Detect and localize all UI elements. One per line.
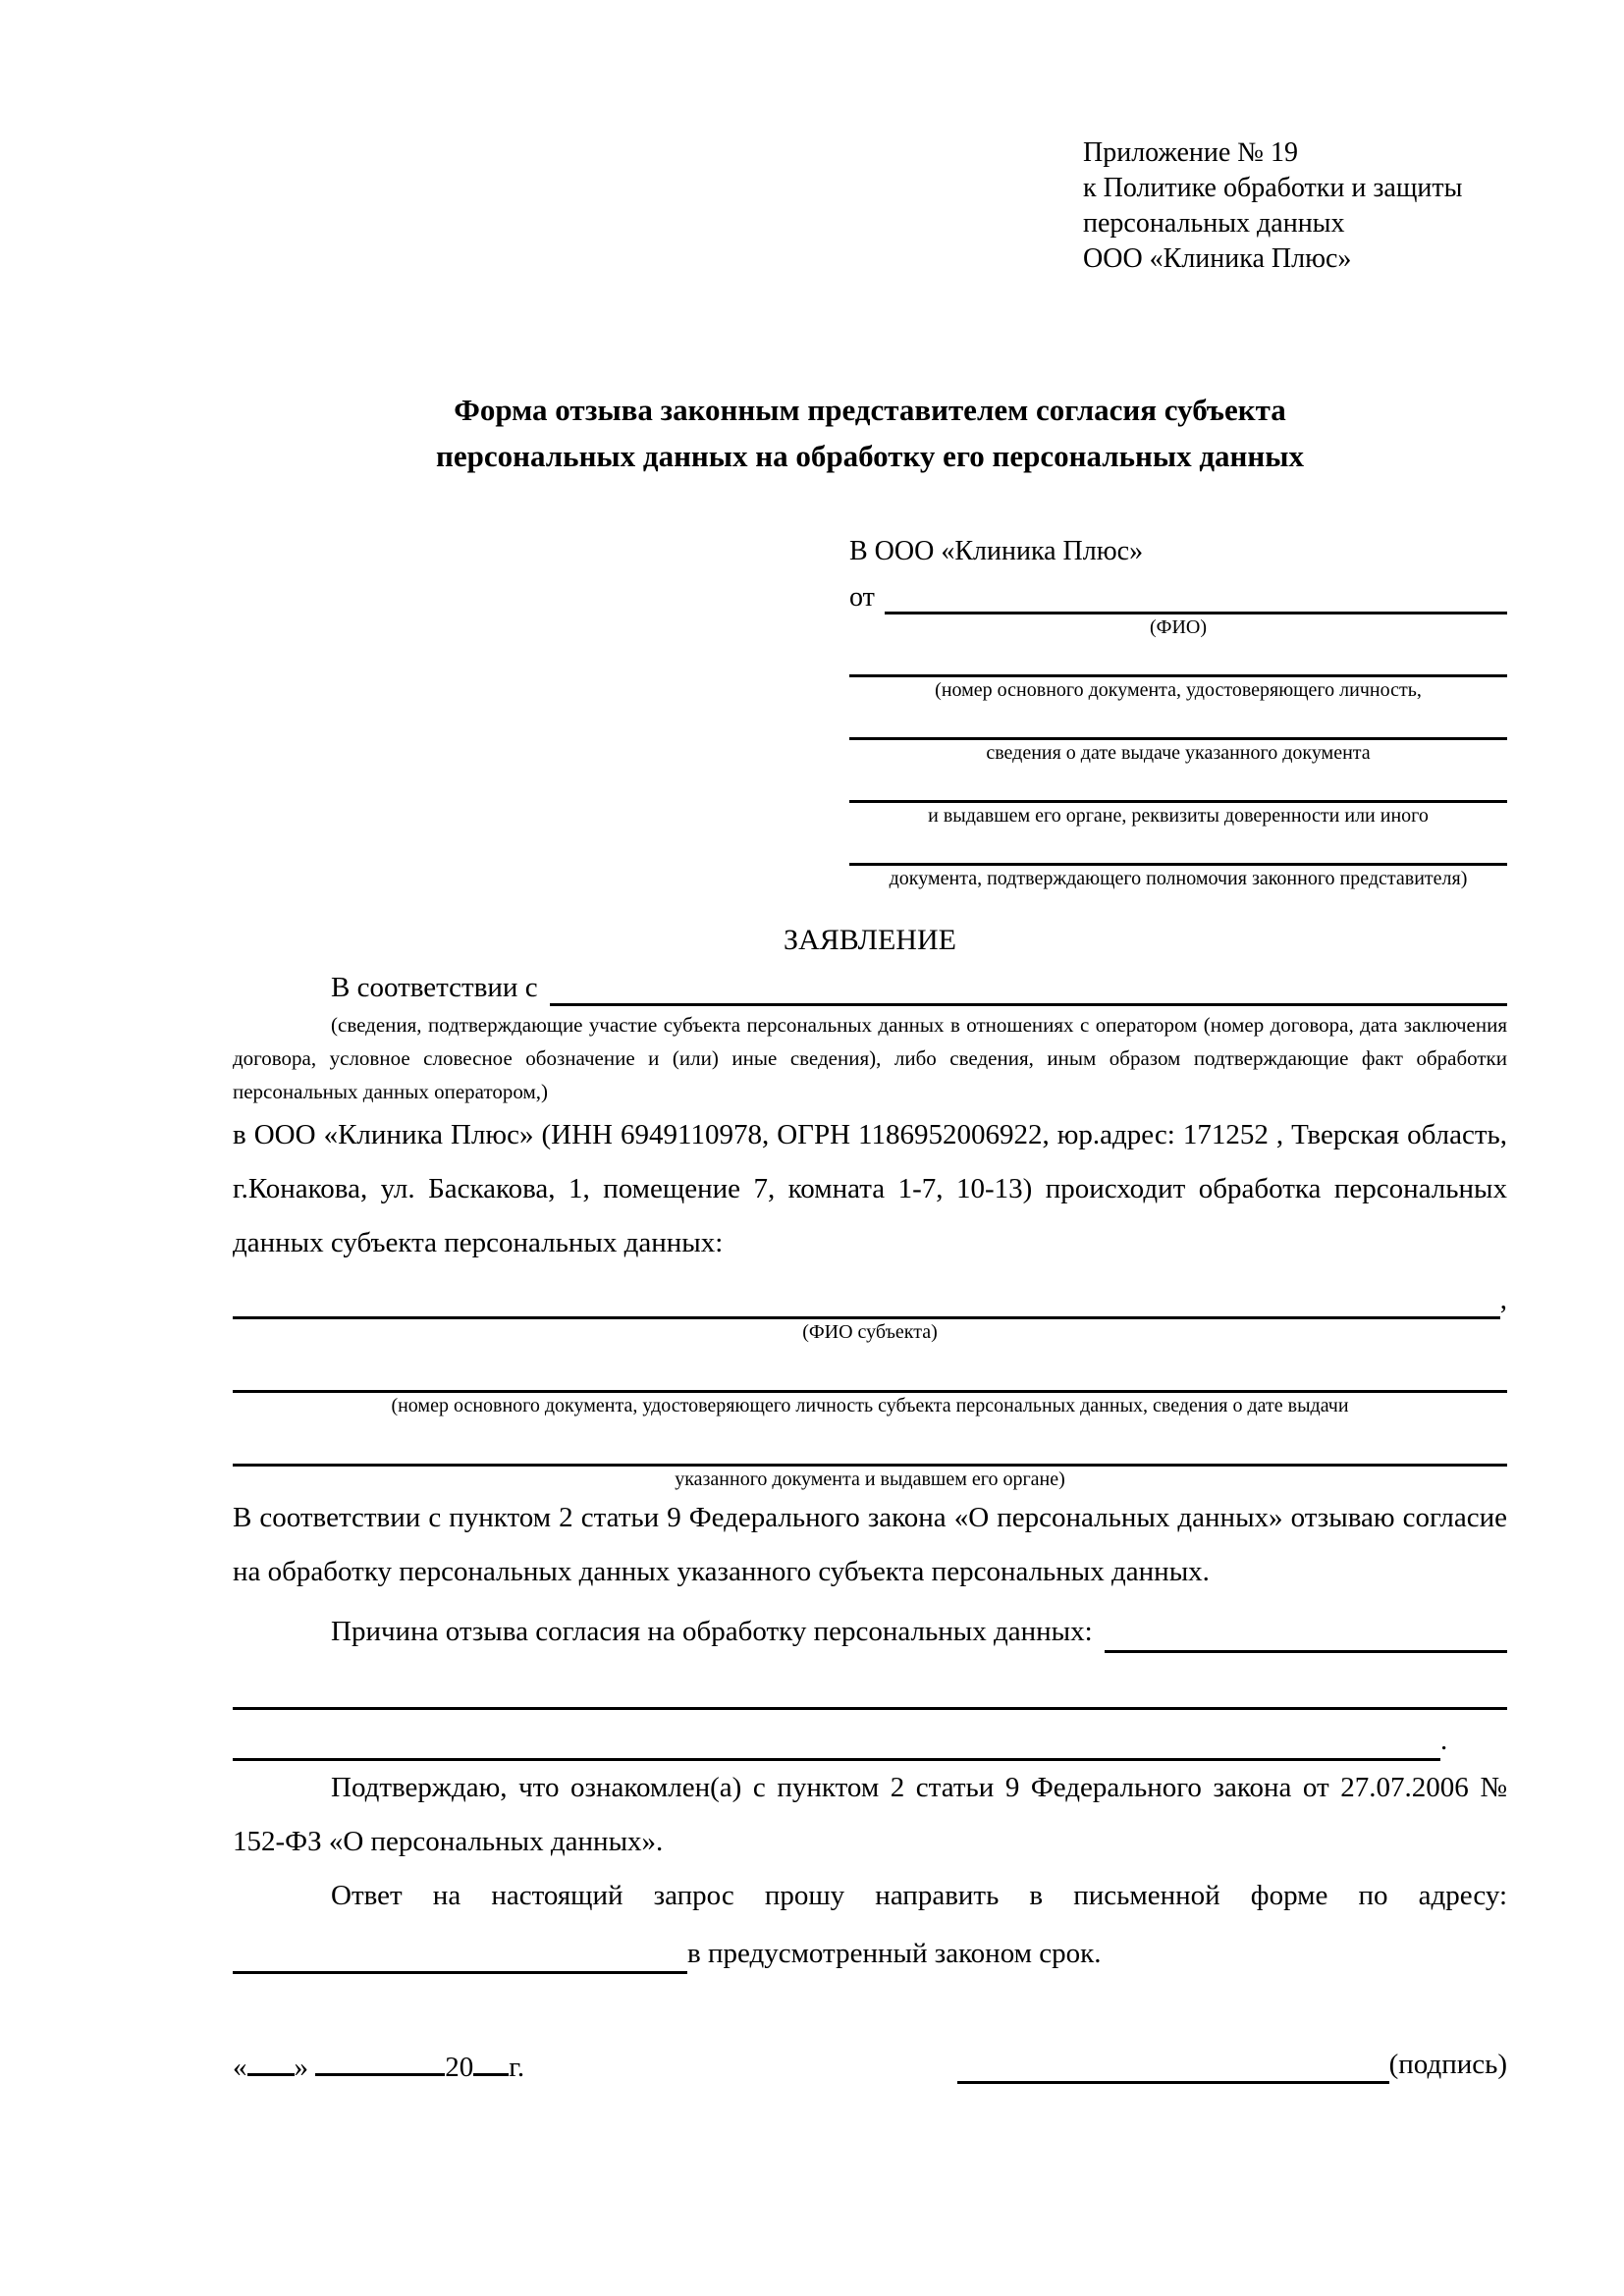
caption-subject-doc-1: (номер основного документа, удостоверяющего личность субъекта персональных данных, сведения о дате выдачи bbox=[391, 1395, 1349, 1416]
appendix-block bbox=[1083, 135, 1507, 277]
date-month-fill-line bbox=[315, 2048, 445, 2076]
caption-doc-1: (номер основного документа, удостоверяющего личность, bbox=[935, 679, 1422, 701]
appendix-line: ООО «Клиника Плюс» bbox=[1083, 243, 1352, 274]
date-year-suffix: г. bbox=[509, 2052, 525, 2083]
from-fill-line bbox=[885, 578, 1507, 614]
subject-fio-row bbox=[233, 1270, 1507, 1319]
caption-doc-4: документа, подтверждающего полномочия законного представителя) bbox=[889, 868, 1468, 889]
caption-doc-3: и выдавшем его органе, реквизиты доверенности или иного bbox=[928, 805, 1429, 827]
reason-blank-line-2 bbox=[233, 1717, 1440, 1761]
confirm-paragraph: Подтверждаю, что ознакомлен(а) с пунктом 2 статьи 9 Федерального закона от 27.07.2006 № 152-ФЗ «О персональных данных». bbox=[233, 1772, 1507, 1857]
caption-fio: (ФИО) bbox=[1149, 616, 1207, 638]
reason-fill-line bbox=[1105, 1609, 1507, 1653]
trailing-period: . bbox=[1440, 1725, 1448, 1756]
date-year-fill-line bbox=[473, 2048, 509, 2076]
addressee-block bbox=[849, 532, 1507, 890]
footnote: (сведения, подтверждающие участие субъекта персональных данных в отношениях с оператором (номер договора, дата заключения договора, условное словесное обозначение и (или) иные сведения), либо сведения, иным образом подтверждающие факт обработки персональных данных оператором,) bbox=[233, 1013, 1507, 1103]
subject-doc-blank-line-1 bbox=[233, 1344, 1507, 1393]
subject-doc-blank-line-2 bbox=[233, 1417, 1507, 1467]
addressee-to: В ООО «Клиника Плюс» bbox=[849, 536, 1144, 566]
doc-blank-line-2 bbox=[849, 702, 1507, 740]
according-row bbox=[233, 961, 1507, 1006]
reason-blank-line-2-row bbox=[233, 1710, 1507, 1761]
reply-address-row bbox=[233, 1923, 1507, 1974]
form-title bbox=[233, 387, 1507, 479]
reply-suffix: в предусмотренный законом срок. bbox=[687, 1938, 1102, 1969]
doc-blank-line-3 bbox=[849, 765, 1507, 803]
from-row bbox=[849, 571, 1507, 614]
from-label: от bbox=[849, 582, 875, 613]
date-quote-close: » bbox=[294, 2052, 308, 2083]
subject-fio-fill-line bbox=[233, 1277, 1500, 1319]
trailing-comma: , bbox=[1499, 1284, 1507, 1315]
date-year-prefix: 20 bbox=[445, 2052, 474, 2083]
form-title-line1: Форма отзыва законным представителем согласия субъекта bbox=[454, 393, 1286, 427]
signature-fill-line bbox=[957, 2048, 1389, 2084]
reason-label: Причина отзыва согласия на обработку персональных данных: bbox=[331, 1616, 1093, 1647]
operator-paragraph: в ООО «Клиника Плюс» (ИНН 6949110978, ОГРН 1186952006922, юр.адрес: 171252 , Тверская область, г.Конакова, ул. Баскакова, 1, помещение 7, комната 1-7, 10-13) происходит обработка персональных данных субъекта персональных данных: bbox=[233, 1119, 1507, 1258]
reply-paragraph-line: Ответ на настоящий запрос прошу направить в письменной форме по адресу: bbox=[331, 1880, 1507, 1911]
withdraw-paragraph: В соответствии с пунктом 2 статьи 9 Федерального закона «О персональных данных» отзываю согласие на обработку персональных данных указанного субъекта персональных данных. bbox=[233, 1502, 1507, 1587]
appendix-line: к Политике обработки и защиты bbox=[1083, 173, 1463, 203]
statement-heading: ЗАЯВЛЕНИЕ bbox=[784, 924, 956, 956]
according-label: В соответствии с bbox=[331, 972, 538, 1003]
appendix-line: Приложение № 19 bbox=[1083, 137, 1298, 168]
form-title-line2: персональных данных на обработку его персональных данных bbox=[436, 439, 1304, 473]
caption-subject-fio: (ФИО субъекта) bbox=[802, 1321, 938, 1343]
caption-doc-2: сведения о дате выдаче указанного документа bbox=[986, 742, 1371, 764]
document-content bbox=[233, 135, 1507, 2084]
doc-blank-line-4 bbox=[849, 828, 1507, 866]
footer-row bbox=[233, 2045, 1507, 2084]
signature-group bbox=[957, 2045, 1507, 2084]
reason-row bbox=[233, 1599, 1507, 1653]
date-day-fill-line bbox=[247, 2048, 295, 2076]
date-quote-open: « bbox=[233, 2052, 247, 2083]
caption-subject-doc-2: указанного документа и выдавшем его органе) bbox=[675, 1468, 1065, 1490]
reply-address-fill-line bbox=[233, 1932, 687, 1974]
doc-blank-line-1 bbox=[849, 639, 1507, 677]
appendix-line: персональных данных bbox=[1083, 208, 1345, 239]
according-fill-line bbox=[550, 968, 1507, 1006]
signature-caption: (подпись) bbox=[1388, 2049, 1507, 2080]
date-group bbox=[233, 2048, 524, 2084]
reason-blank-line-1 bbox=[233, 1653, 1507, 1710]
